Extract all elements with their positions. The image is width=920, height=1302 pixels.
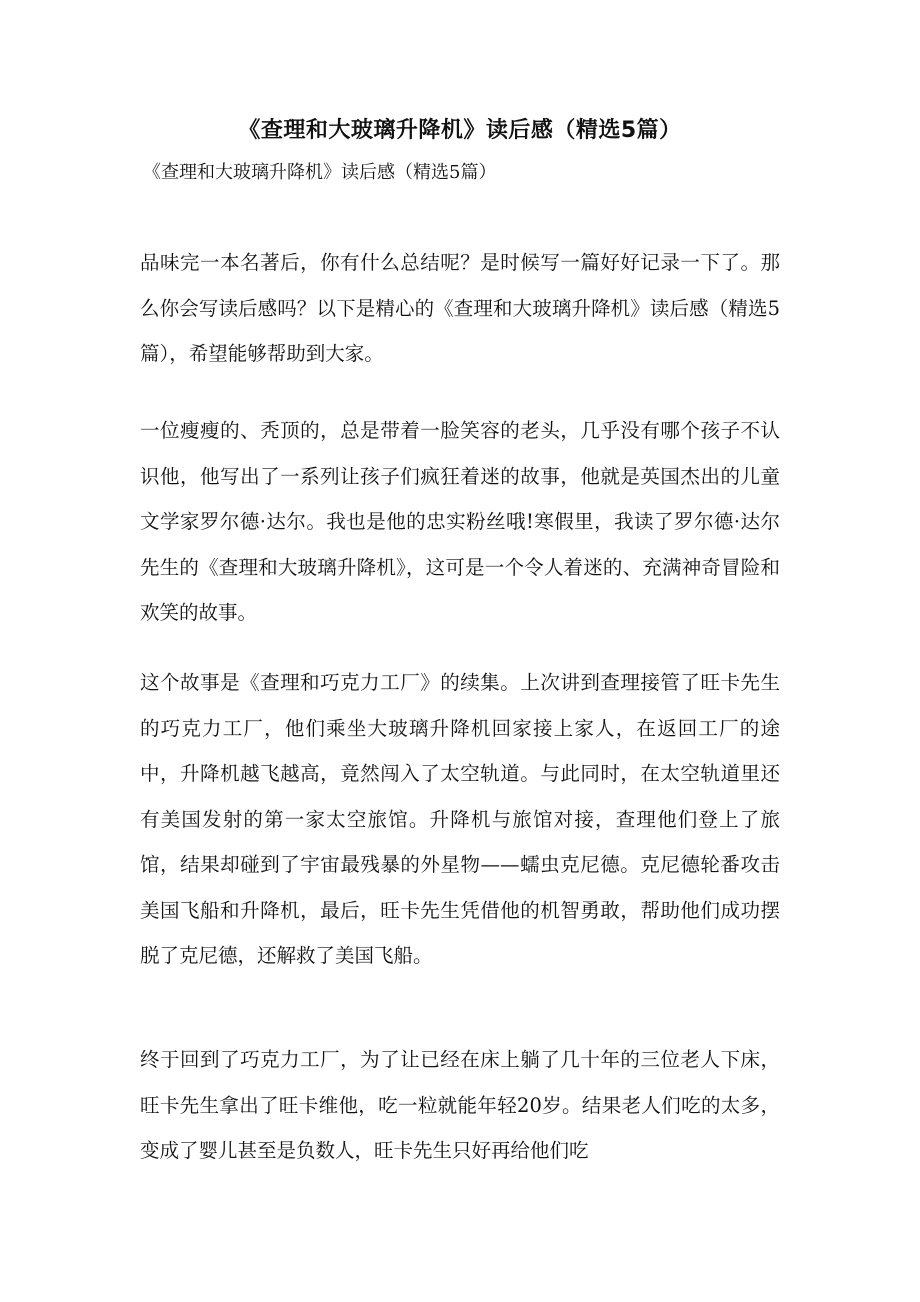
document-title: 《查理和大玻璃升降机》读后感（精选5篇）: [238, 118, 682, 143]
document-subtitle: 《查理和大玻璃升降机》读后感（精选5篇）: [143, 162, 497, 183]
story-summary-paragraph: 这个故事是《查理和巧克力工厂》的续集。上次讲到查理接管了旺卡先生的巧克力工厂，他们乘坐大玻璃升降机回家接上家人，在返回工厂的途中，升降机越飞越高，竟然闯入了太空轨道。与此同时，在太空轨道里还有美国发射的第一家太空旅馆。升降机与旅馆对接，查理他们登上了旅馆，结果却碰到了宇宙最残暴的外星物——蠕虫克尼德。克尼德轮番攻击美国飞船和升降机，最后，旺卡先生凭借他的机智勇敢，帮助他们成功摆脱了克尼德，还解救了美国飞船。: [140, 671, 780, 967]
intro-paragraph: 品味完一本名著后，你有什么总结呢？是时候写一篇好好记录一下了。那么你会写读后感吗？以下是精心的《查理和大玻璃升降机》读后感（精选5篇），希望能够帮助到大家。: [140, 251, 780, 365]
story-continuation-paragraph: 终于回到了巧克力工厂，为了让已经在床上躺了几十年的三位老人下床，旺卡先生拿出了旺卡维他，吃一粒就能年轻20岁。结果老人们吃的太多，变成了婴儿甚至是负数人，旺卡先生只好再给他们吃: [140, 1048, 780, 1162]
author-paragraph: 一位瘦瘦的、秃顶的，总是带着一脸笑容的老头，几乎没有哪个孩子不认识他，他写出了一系列让孩子们疯狂着迷的故事，他就是英国杰出的儿童文学家罗尔德·达尔。我也是他的忠实粉丝哦!寒假里，我读了罗尔德·达尔先生的《查理和大玻璃升降机》，这可是一个令人着迷的、充满神奇冒险和欢笑的故事。: [140, 419, 780, 624]
